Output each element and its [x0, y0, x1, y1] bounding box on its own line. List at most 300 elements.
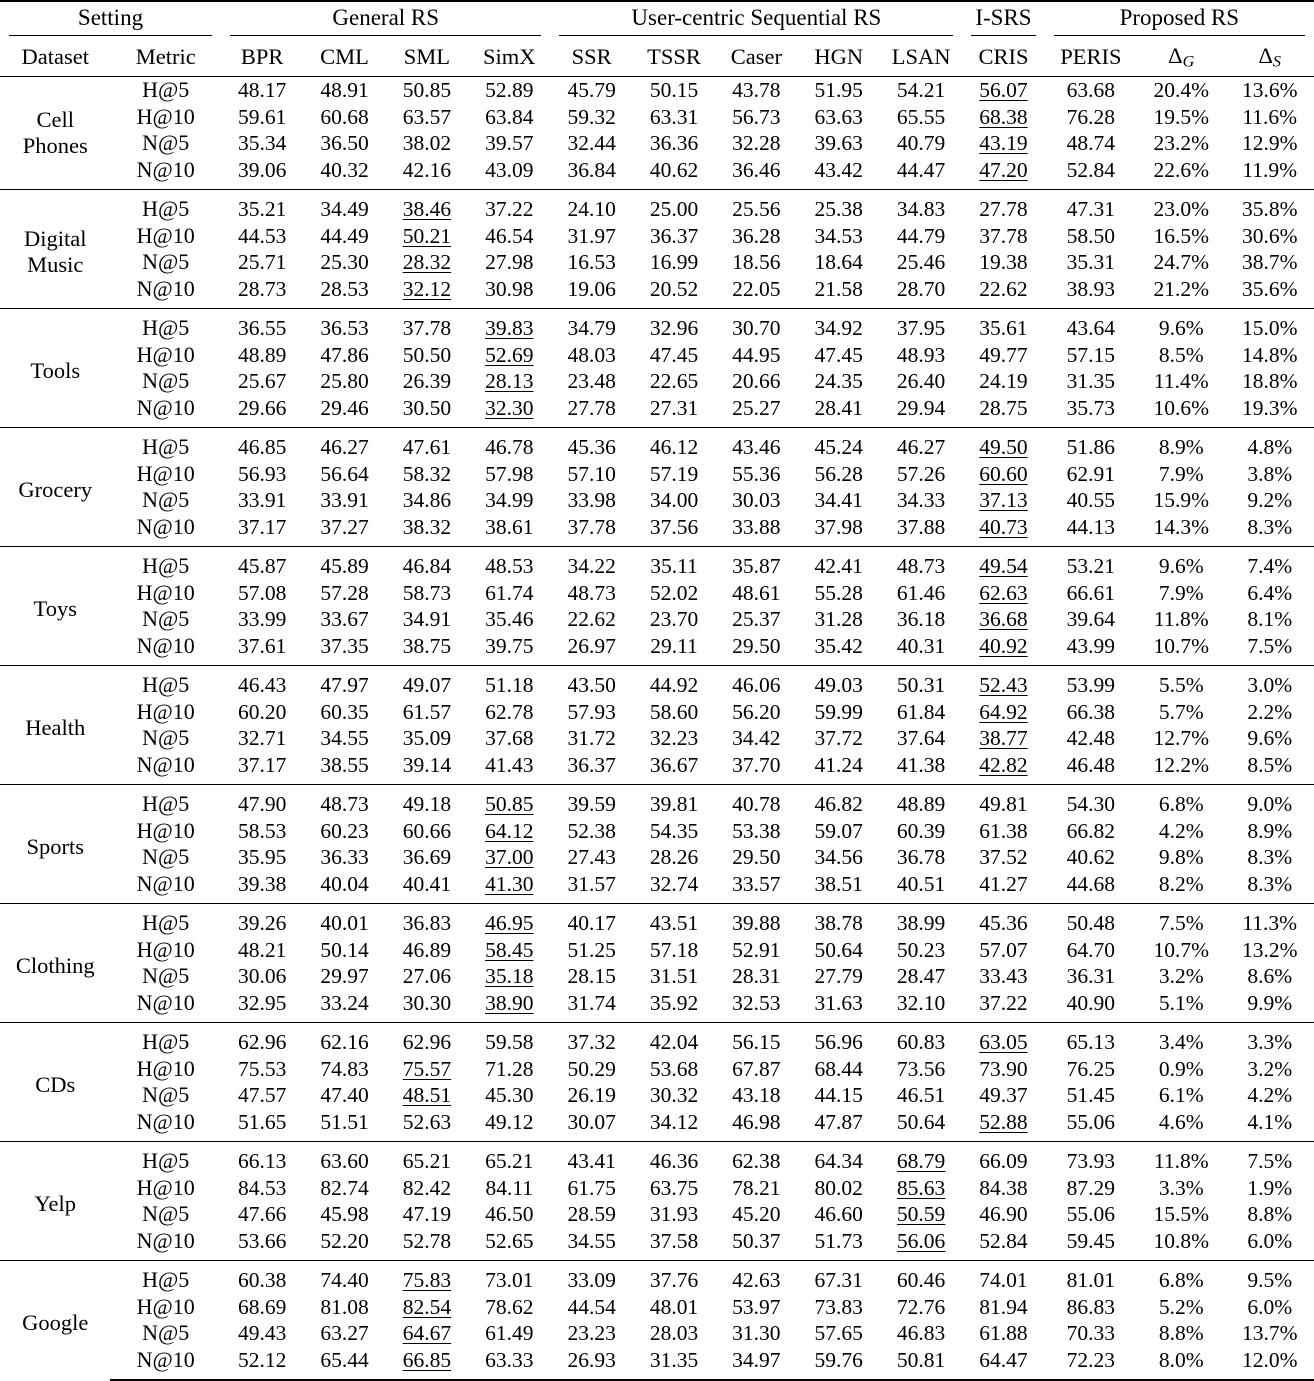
value-cell: 36.18 [896, 607, 946, 631]
value-cell: 71.28 [485, 1056, 534, 1081]
table-row [0, 937, 1314, 964]
value-cell: 11.3% [1225, 904, 1314, 937]
value-cell: 43.46 [715, 428, 797, 461]
metric-cell: N@5 [142, 1320, 190, 1345]
value-cell: 84.38 [979, 1175, 1028, 1200]
value-cell: 37.98 [814, 514, 863, 539]
value-cell: 32.44 [567, 131, 616, 155]
value-cell: 6.0% [1247, 1294, 1293, 1319]
value-cell: 3.2% [1247, 1056, 1293, 1081]
value-cell: 8.3% [1247, 845, 1293, 869]
value-cell: 81.08 [320, 1294, 369, 1319]
table-row [0, 725, 1314, 752]
table-row [0, 1142, 1314, 1175]
value-cell: 56.64 [320, 461, 369, 486]
value-cell: 3.2% [1158, 964, 1204, 988]
value-cell: 51.25 [567, 937, 616, 962]
value-cell: 39.75 [485, 633, 534, 658]
value-cell: 46.12 [633, 428, 715, 461]
dataset-name-line: Clothing [15, 952, 95, 978]
value-cell: 24.7% [1153, 250, 1210, 274]
value-cell-best: 35.73 [1066, 395, 1116, 420]
value-cell-best: 81.01 [1045, 1261, 1137, 1294]
value-cell: 74.01 [962, 1261, 1044, 1294]
value-cell: 25.38 [798, 190, 880, 223]
header-col-hgn: HGN [798, 38, 880, 77]
value-cell: 63.60 [303, 1142, 385, 1175]
value-cell: 37.27 [320, 514, 369, 539]
metric-cell: H@5 [110, 428, 221, 461]
header-col-caser: Caser [715, 38, 797, 77]
value-cell: 8.8% [1158, 1321, 1204, 1345]
value-cell: 45.20 [732, 1202, 781, 1226]
value-cell-second-best: 43.19 [979, 131, 1028, 155]
value-cell: 50.31 [880, 666, 962, 699]
value-cell: 32.23 [649, 726, 699, 750]
header-group-setting [0, 1, 221, 38]
value-cell: 8.5% [1247, 752, 1293, 777]
value-cell: 60.38 [221, 1261, 303, 1294]
value-cell: 30.6% [1241, 223, 1298, 248]
table-row [0, 342, 1314, 369]
metric-cell: H@5 [110, 547, 221, 580]
value-cell: 25.37 [732, 607, 781, 631]
value-cell: 62.78 [485, 699, 534, 724]
value-cell: 47.90 [221, 785, 303, 818]
value-cell: 74.40 [303, 1261, 385, 1294]
value-cell-second-best: 63.05 [962, 1023, 1044, 1056]
value-cell: 50.50 [402, 342, 452, 367]
value-cell: 31.63 [814, 990, 863, 1015]
value-cell: 2.2% [1247, 699, 1293, 724]
value-cell: 61.46 [896, 580, 946, 605]
value-cell: 40.62 [649, 157, 699, 182]
value-cell: 46.06 [715, 666, 797, 699]
value-cell: 43.18 [732, 1083, 781, 1107]
value-cell: 20.4% [1153, 78, 1210, 102]
value-cell: 7.9% [1158, 580, 1204, 605]
value-cell: 7.5% [1137, 904, 1225, 937]
value-cell-second-best: 68.79 [880, 1142, 962, 1175]
value-cell: 44.54 [567, 1294, 616, 1319]
delta-subscript: G [1182, 52, 1195, 71]
table-row [0, 666, 1314, 699]
value-cell: 40.41 [402, 871, 452, 896]
value-cell-second-best: 38.46 [386, 190, 468, 223]
value-cell: 38.75 [402, 633, 452, 658]
value-cell: 39.63 [814, 131, 863, 155]
value-cell-second-best: 64.12 [485, 818, 534, 843]
value-cell: 51.51 [320, 1109, 369, 1134]
value-cell: 19.3% [1241, 395, 1298, 420]
value-cell-best: 73.93 [1045, 1142, 1137, 1175]
value-cell: 23.23 [567, 1321, 616, 1345]
value-cell: 8.9% [1137, 428, 1225, 461]
value-cell: 45.24 [798, 428, 880, 461]
table-row [0, 77, 1314, 104]
value-cell-second-best: 39.83 [468, 309, 550, 342]
value-cell: 58.32 [402, 461, 452, 486]
value-cell: 48.91 [320, 78, 369, 102]
table-row [0, 309, 1314, 342]
metric-cell: N@5 [142, 1201, 190, 1226]
value-cell: 73.83 [814, 1294, 863, 1319]
value-cell: 38.55 [320, 752, 369, 777]
value-cell: 34.91 [402, 607, 452, 631]
value-cell: 37.64 [896, 726, 946, 750]
header-group-user-centric-sequential-rs [550, 1, 962, 38]
value-cell-second-best: 75.83 [386, 1261, 468, 1294]
value-cell: 50.81 [880, 1347, 962, 1381]
metric-cell: H@10 [136, 1293, 195, 1319]
table-row [0, 1294, 1314, 1321]
value-cell: 57.28 [320, 580, 369, 605]
value-cell: 48.21 [237, 937, 287, 962]
value-cell: 43.09 [485, 157, 534, 182]
table-row [0, 1261, 1314, 1294]
header-group-label: I-SRS [971, 5, 1035, 36]
value-cell: 65.21 [386, 1142, 468, 1175]
value-cell: 6.1% [1158, 1083, 1204, 1107]
value-cell-second-best: 47.20 [979, 157, 1028, 182]
value-cell-best: 65.13 [1045, 1023, 1137, 1056]
value-cell: 46.60 [814, 1202, 863, 1226]
value-cell-best: 63.68 [1066, 78, 1116, 102]
value-cell: 26.93 [550, 1347, 632, 1381]
value-cell: 63.63 [814, 104, 863, 129]
metric-cell: H@10 [136, 1174, 195, 1200]
table-row [0, 785, 1314, 818]
value-cell: 35.46 [485, 607, 534, 631]
value-cell-second-best: 50.85 [468, 785, 550, 818]
value-cell: 60.83 [880, 1023, 962, 1056]
value-cell: 33.99 [237, 607, 287, 631]
value-cell: 23.2% [1153, 131, 1210, 155]
value-cell: 33.09 [550, 1261, 632, 1294]
dataset-name-cell [0, 428, 110, 547]
value-cell: 34.22 [550, 547, 632, 580]
value-cell: 31.97 [567, 223, 616, 248]
table-row [0, 1023, 1314, 1056]
value-cell: 60.68 [320, 104, 369, 129]
header-col-simx: SimX [468, 38, 550, 77]
header-col-ssr: SSR [550, 38, 632, 77]
table-row [0, 633, 1314, 666]
value-cell: 34.55 [320, 726, 369, 750]
value-cell-second-best: 60.60 [979, 461, 1028, 486]
value-cell-best: 51.86 [1045, 428, 1137, 461]
value-cell-second-best: 52.43 [962, 666, 1044, 699]
value-cell: 9.6% [1137, 309, 1225, 342]
dataset-name-line: Cell [36, 106, 74, 132]
header-col-g [1137, 38, 1225, 77]
value-cell: 52.78 [402, 1228, 452, 1253]
value-cell-second-best: 28.13 [485, 369, 534, 393]
value-cell: 60.20 [237, 699, 287, 724]
table-row [0, 963, 1314, 990]
value-cell: 33.43 [979, 964, 1028, 988]
value-cell: 73.90 [979, 1056, 1028, 1081]
table-row [0, 818, 1314, 845]
value-cell: 51.65 [237, 1109, 287, 1134]
value-cell: 36.67 [649, 752, 699, 777]
value-cell: 56.15 [715, 1023, 797, 1056]
header-column-row [0, 38, 1314, 77]
value-cell: 8.9% [1247, 818, 1293, 843]
value-cell: 30.50 [402, 395, 452, 420]
header-col-dataset: Dataset [0, 38, 110, 77]
dataset-name-line: Music [27, 252, 84, 277]
value-cell: 61.75 [567, 1175, 616, 1200]
value-cell: 8.1% [1247, 607, 1293, 631]
value-cell: 21.2% [1153, 276, 1210, 301]
value-cell-best: 44.13 [1066, 514, 1116, 539]
value-cell: 48.01 [649, 1294, 699, 1319]
value-cell: 36.78 [896, 845, 946, 869]
value-cell: 46.82 [798, 785, 880, 818]
value-cell: 39.88 [715, 904, 797, 937]
value-cell: 8.8% [1247, 1202, 1293, 1226]
value-cell: 47.45 [649, 342, 699, 367]
value-cell-second-best: 52.88 [979, 1109, 1028, 1134]
value-cell: 7.5% [1225, 1142, 1314, 1175]
metric-cell: N@10 [110, 1347, 221, 1381]
value-cell-best: 31.35 [1066, 369, 1116, 393]
value-cell: 7.4% [1225, 547, 1314, 580]
value-cell-best: 55.06 [1066, 1202, 1116, 1226]
value-cell-best: 76.25 [1066, 1056, 1116, 1081]
value-cell: 37.68 [485, 726, 534, 750]
header-group-i-srs [962, 1, 1044, 38]
value-cell: 15.5% [1153, 1202, 1210, 1226]
value-cell-best: 48.74 [1066, 131, 1116, 155]
value-cell: 52.63 [402, 1109, 452, 1134]
table-row [0, 249, 1314, 276]
value-cell: 60.46 [880, 1261, 962, 1294]
value-cell: 40.01 [303, 904, 385, 937]
metric-cell: H@5 [110, 190, 221, 223]
value-cell: 68.69 [237, 1294, 287, 1319]
value-cell: 48.03 [567, 342, 616, 367]
value-cell: 45.36 [962, 904, 1044, 937]
value-cell: 44.47 [896, 157, 946, 182]
value-cell: 25.56 [715, 190, 797, 223]
value-cell: 36.37 [567, 752, 616, 777]
value-cell: 26.19 [567, 1083, 616, 1107]
value-cell: 52.38 [567, 818, 616, 843]
metric-cell: N@5 [142, 844, 190, 869]
value-cell: 37.76 [633, 1261, 715, 1294]
value-cell-best: 40.90 [1066, 990, 1116, 1015]
value-cell: 6.8% [1137, 785, 1225, 818]
value-cell: 46.98 [732, 1109, 781, 1134]
value-cell-second-best: 38.77 [979, 726, 1028, 750]
metric-cell: H@5 [110, 1023, 221, 1056]
value-cell: 34.86 [402, 488, 452, 512]
metric-cell: N@5 [142, 249, 190, 274]
dataset-name-cell [0, 1023, 110, 1142]
value-cell-best: 54.30 [1045, 785, 1137, 818]
value-cell-best: 58.50 [1066, 223, 1116, 248]
value-cell: 22.65 [649, 369, 699, 393]
value-cell: 35.34 [237, 131, 287, 155]
table-row [0, 1228, 1314, 1261]
value-cell: 43.42 [814, 157, 863, 182]
value-cell: 57.19 [649, 461, 699, 486]
value-cell: 14.8% [1241, 342, 1298, 367]
value-cell: 48.53 [468, 547, 550, 580]
value-cell-second-best: 58.45 [485, 937, 534, 962]
value-cell-second-best: 82.54 [402, 1294, 452, 1319]
value-cell: 24.19 [979, 369, 1028, 393]
value-cell: 40.31 [896, 633, 946, 658]
value-cell: 16.5% [1153, 223, 1210, 248]
table-row [0, 428, 1314, 461]
value-cell: 50.37 [732, 1228, 781, 1253]
value-cell: 46.27 [880, 428, 962, 461]
value-cell: 58.53 [237, 818, 287, 843]
value-cell: 55.36 [732, 461, 781, 486]
value-cell: 62.96 [221, 1023, 303, 1056]
value-cell: 84.53 [237, 1175, 287, 1200]
value-cell: 60.66 [402, 818, 452, 843]
value-cell: 52.89 [485, 78, 534, 102]
value-cell: 25.80 [320, 369, 369, 393]
value-cell: 39.06 [237, 157, 287, 182]
value-cell: 34.00 [649, 488, 699, 512]
value-cell: 4.8% [1225, 428, 1314, 461]
value-cell: 42.04 [633, 1023, 715, 1056]
value-cell: 49.03 [798, 666, 880, 699]
metric-cell: H@10 [136, 579, 195, 605]
value-cell: 37.22 [468, 190, 550, 223]
value-cell: 49.12 [485, 1109, 534, 1134]
value-cell: 64.34 [798, 1142, 880, 1175]
value-cell: 4.6% [1158, 1109, 1204, 1134]
dataset-name-line: Sports [26, 833, 84, 859]
value-cell: 9.8% [1158, 845, 1204, 869]
value-cell: 37.78 [979, 223, 1028, 248]
value-cell: 13.2% [1241, 937, 1298, 962]
value-cell-second-best: 64.92 [979, 699, 1028, 724]
metric-cell: N@5 [142, 606, 190, 631]
value-cell: 48.89 [880, 785, 962, 818]
value-cell-best: 66.61 [1066, 580, 1116, 605]
value-cell: 33.24 [320, 990, 369, 1015]
value-cell: 43.41 [550, 1142, 632, 1175]
value-cell: 31.35 [633, 1347, 715, 1381]
value-cell-best: 76.28 [1066, 104, 1116, 129]
value-cell: 8.6% [1247, 964, 1293, 988]
value-cell: 11.6% [1242, 104, 1298, 129]
value-cell-second-best: 32.30 [485, 395, 534, 420]
value-cell: 32.71 [237, 726, 287, 750]
value-cell: 57.10 [567, 461, 616, 486]
value-cell: 50.15 [649, 78, 699, 102]
value-cell: 10.8% [1153, 1228, 1210, 1253]
value-cell: 50.64 [814, 937, 863, 962]
table-row [0, 395, 1314, 428]
value-cell-best: 59.45 [1066, 1228, 1116, 1253]
value-cell: 5.1% [1158, 990, 1204, 1015]
value-cell-best: 64.70 [1066, 937, 1116, 962]
value-cell: 68.44 [814, 1056, 863, 1081]
value-cell: 53.38 [732, 818, 781, 843]
value-cell: 62.16 [303, 1023, 385, 1056]
value-cell: 38.7% [1241, 250, 1298, 274]
table-row [0, 368, 1314, 395]
delta-symbol: Δ [1258, 42, 1273, 68]
value-cell: 49.43 [237, 1321, 287, 1345]
value-cell: 40.79 [896, 131, 946, 155]
metric-cell: H@5 [110, 904, 221, 937]
value-cell-second-best: 85.63 [896, 1175, 946, 1200]
value-cell: 23.48 [567, 369, 616, 393]
metric-cell: N@10 [136, 632, 195, 658]
value-cell-second-best: 46.95 [468, 904, 550, 937]
value-cell: 36.83 [386, 904, 468, 937]
table-header [0, 1, 1314, 77]
value-cell: 27.06 [402, 964, 452, 988]
value-cell: 37.78 [386, 309, 468, 342]
header-col-metric: Metric [110, 38, 221, 77]
dataset-name-cell [0, 547, 110, 666]
value-cell: 24.35 [814, 369, 863, 393]
value-cell: 41.38 [896, 752, 946, 777]
value-cell: 59.07 [814, 818, 863, 843]
value-cell: 19.38 [979, 250, 1028, 274]
value-cell: 58.60 [649, 699, 699, 724]
value-cell: 33.57 [732, 871, 781, 896]
value-cell: 34.99 [485, 488, 534, 512]
value-cell: 30.32 [649, 1083, 699, 1107]
value-cell: 61.57 [402, 699, 452, 724]
value-cell: 37.52 [979, 845, 1028, 869]
dataset-name-line: Toys [33, 595, 77, 621]
dataset-name-line: Health [25, 714, 86, 740]
value-cell: 61.49 [485, 1321, 534, 1345]
metric-cell: H@5 [110, 666, 221, 699]
value-cell: 25.71 [237, 250, 287, 274]
header-col-tssr: TSSR [633, 38, 715, 77]
value-cell: 28.03 [649, 1321, 699, 1345]
value-cell-second-best: 40.92 [979, 633, 1028, 658]
value-cell: 11.4% [1153, 369, 1209, 393]
value-cell: 29.50 [732, 633, 781, 658]
value-cell: 49.07 [386, 666, 468, 699]
value-cell: 7.5% [1247, 633, 1293, 658]
value-cell: 34.33 [896, 488, 946, 512]
value-cell: 41.27 [979, 871, 1028, 896]
value-cell: 30.03 [732, 488, 781, 512]
value-cell: 73.56 [896, 1056, 946, 1081]
value-cell: 80.02 [814, 1175, 863, 1200]
metric-cell: N@10 [136, 751, 195, 777]
metric-cell: N@10 [136, 989, 195, 1015]
value-cell-second-best: 56.07 [979, 78, 1028, 102]
table-row [0, 606, 1314, 633]
dataset-name-line: Digital [23, 225, 87, 251]
value-cell: 35.6% [1241, 276, 1298, 301]
table-row [0, 1056, 1314, 1083]
metric-cell: H@5 [142, 77, 190, 102]
value-cell: 37.78 [567, 514, 616, 539]
value-cell: 32.53 [732, 990, 781, 1015]
metric-cell: H@10 [136, 1055, 195, 1081]
value-cell: 5.5% [1137, 666, 1225, 699]
value-cell: 74.83 [320, 1056, 369, 1081]
value-cell: 52.84 [979, 1228, 1028, 1253]
